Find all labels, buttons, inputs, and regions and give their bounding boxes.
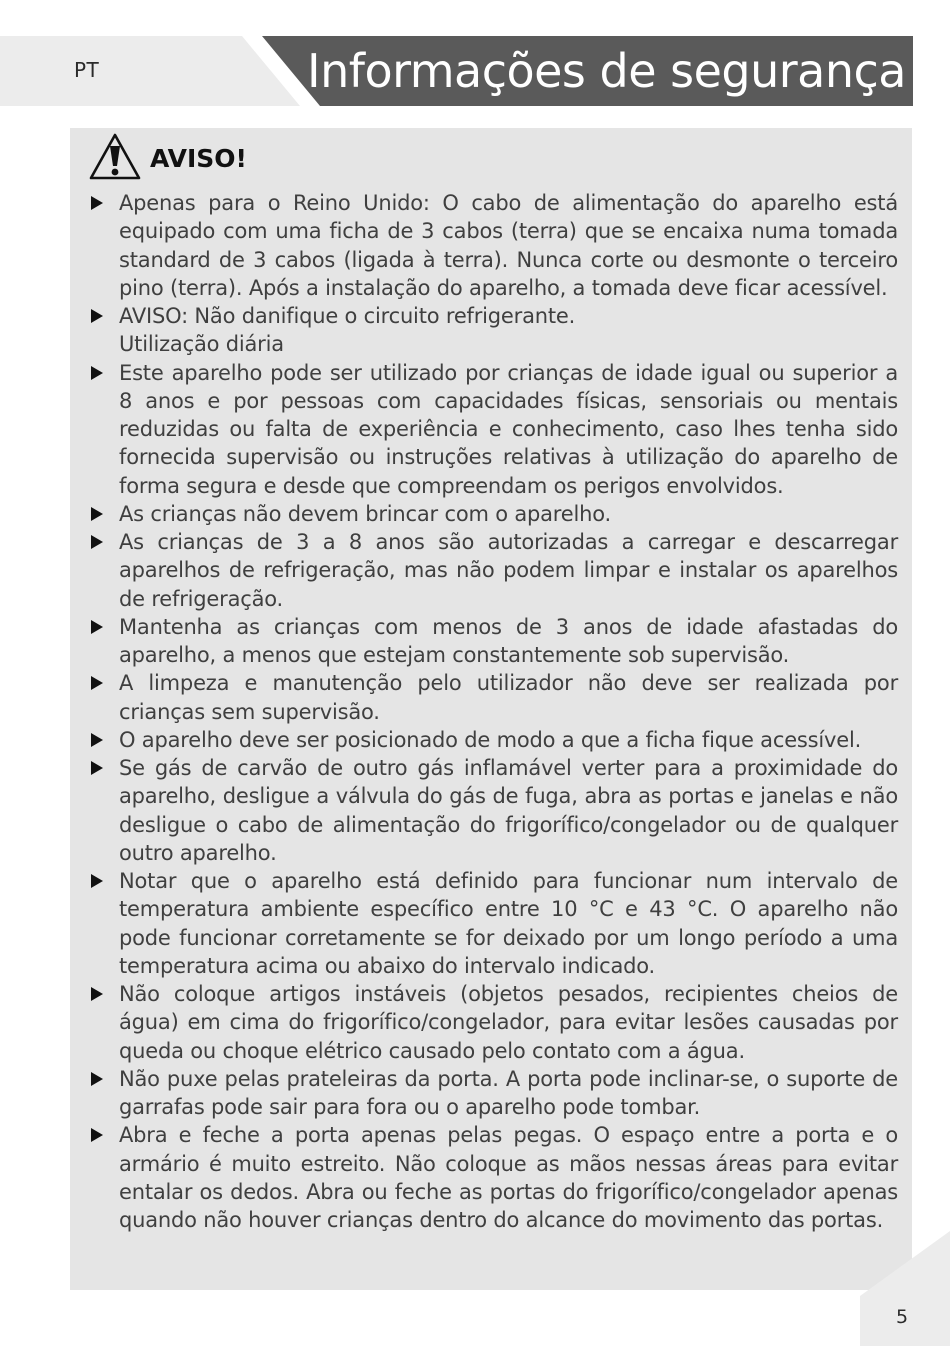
bullet-arrow-icon xyxy=(91,366,103,380)
page-title: Informações de segurança xyxy=(307,44,906,98)
bullet-arrow-icon xyxy=(91,1128,103,1142)
language-code: PT xyxy=(74,58,100,82)
list-item-text: Mantenha as crianças com menos de 3 anos de idade afastadas do aparelho, a menos que estejam constantemente sob supervisão. xyxy=(119,614,898,667)
list-item xyxy=(88,1121,898,1234)
bullet-arrow-icon xyxy=(91,733,103,747)
list-item-text: Utilização diária xyxy=(119,332,284,357)
list-item xyxy=(88,359,898,500)
list-item xyxy=(88,1065,898,1122)
list-item xyxy=(88,302,898,330)
list-item xyxy=(88,669,898,726)
warning-label: AVISO! xyxy=(150,143,247,173)
bullet-arrow-icon xyxy=(91,620,103,634)
page-corner xyxy=(860,1231,950,1346)
language-tab xyxy=(0,36,300,106)
list-item xyxy=(88,726,898,754)
list-item-text: Se gás de carvão de outro gás inflamável verter para a proximidade do aparelho, desligue a válvula do gás de fuga, abra as portas e janelas e não desligue o cabo de alimentação do frigorífico/congelador ou de qualquer outro aparelho. xyxy=(119,756,898,865)
bullet-arrow-icon xyxy=(91,761,103,775)
list-item xyxy=(88,528,898,613)
safety-list xyxy=(88,189,898,1234)
list-item xyxy=(88,189,898,302)
list-item-text: Apenas para o Reino Unido: O cabo de alimentação do aparelho está equipado com uma ficha de 3 cabos (terra) que se encaixa numa tomada standard de 3 cabos (ligada à terra). Nunca corte ou desmonte o terceiro pino (terra). Após a instalação do aparelho, a tomada deve ficar acessível. xyxy=(119,191,898,300)
list-item-text: AVISO: Não danifique o circuito refrigerante. xyxy=(119,304,576,328)
list-item xyxy=(88,754,898,867)
page-number: 5 xyxy=(896,1306,909,1328)
list-item-text: Não coloque artigos instáveis (objetos pesados, recipientes cheios de água) em cima do frigorífico/congelador, para evitar lesões causadas por queda ou choque elétrico causado pelo contato com a água. xyxy=(119,982,898,1063)
warning-heading xyxy=(88,131,247,183)
bullet-arrow-icon xyxy=(91,676,103,690)
page-header xyxy=(0,0,950,120)
list-item-text: Este aparelho pode ser utilizado por crianças de idade igual ou superior a 8 anos e por pessoas com capacidades físicas, sensoriais ou mentais reduzidas ou falta de experiência e conhecimento, caso lhes tenha sido fornecida supervisão ou instruções relativas à utilização do aparelho de forma segura e desde que compreendam os perigos envolvidos. xyxy=(119,360,898,498)
bullet-arrow-icon xyxy=(91,535,103,549)
list-item-text: Não puxe pelas prateleiras da porta. A porta pode inclinar-se, o suporte de garrafas pode sair para fora ou o aparelho pode tombar. xyxy=(119,1066,898,1119)
bullet-arrow-icon xyxy=(91,874,103,888)
list-item xyxy=(88,867,898,980)
list-item xyxy=(88,980,898,1065)
list-item-text: Abra e feche a porta apenas pelas pegas. O espaço entre a porta e o armário é muito estreito. Não coloque as mãos nessas áreas para evitar entalar os dedos. Abra ou feche as portas do frigorífico/congelador apenas quando não houver crianças dentro do alcance do movimento das portas. xyxy=(119,1123,898,1232)
bullet-arrow-icon xyxy=(91,1072,103,1086)
bullet-arrow-icon xyxy=(91,987,103,1001)
list-item-text: Notar que o aparelho está definido para funcionar num intervalo de temperatura ambiente específico entre 10 °C e 43 °C. O aparelho não pode funcionar corretamente se for deixado por um longo período a uma temperatura acima ou abaixo do intervalo indicado. xyxy=(119,869,898,978)
list-item-text: A limpeza e manutenção pelo utilizador não deve ser realizada por crianças sem supervisão. xyxy=(119,671,898,724)
list-item xyxy=(88,613,898,670)
bullet-arrow-icon xyxy=(91,196,103,210)
section-heading xyxy=(88,330,898,358)
list-item xyxy=(88,500,898,528)
list-item-text: As crianças não devem brincar com o aparelho. xyxy=(119,501,611,526)
list-item-text: As crianças de 3 a 8 anos são autorizadas a carregar e descarregar aparelhos de refrigeração, mas não podem limpar e instalar os aparelhos de refrigeração. xyxy=(119,530,898,611)
warning-triangle-icon xyxy=(88,132,142,182)
bullet-arrow-icon xyxy=(91,309,103,323)
bullet-arrow-icon xyxy=(91,507,103,521)
list-item-text: O aparelho deve ser posicionado de modo a que a ficha fique acessível. xyxy=(119,727,862,752)
